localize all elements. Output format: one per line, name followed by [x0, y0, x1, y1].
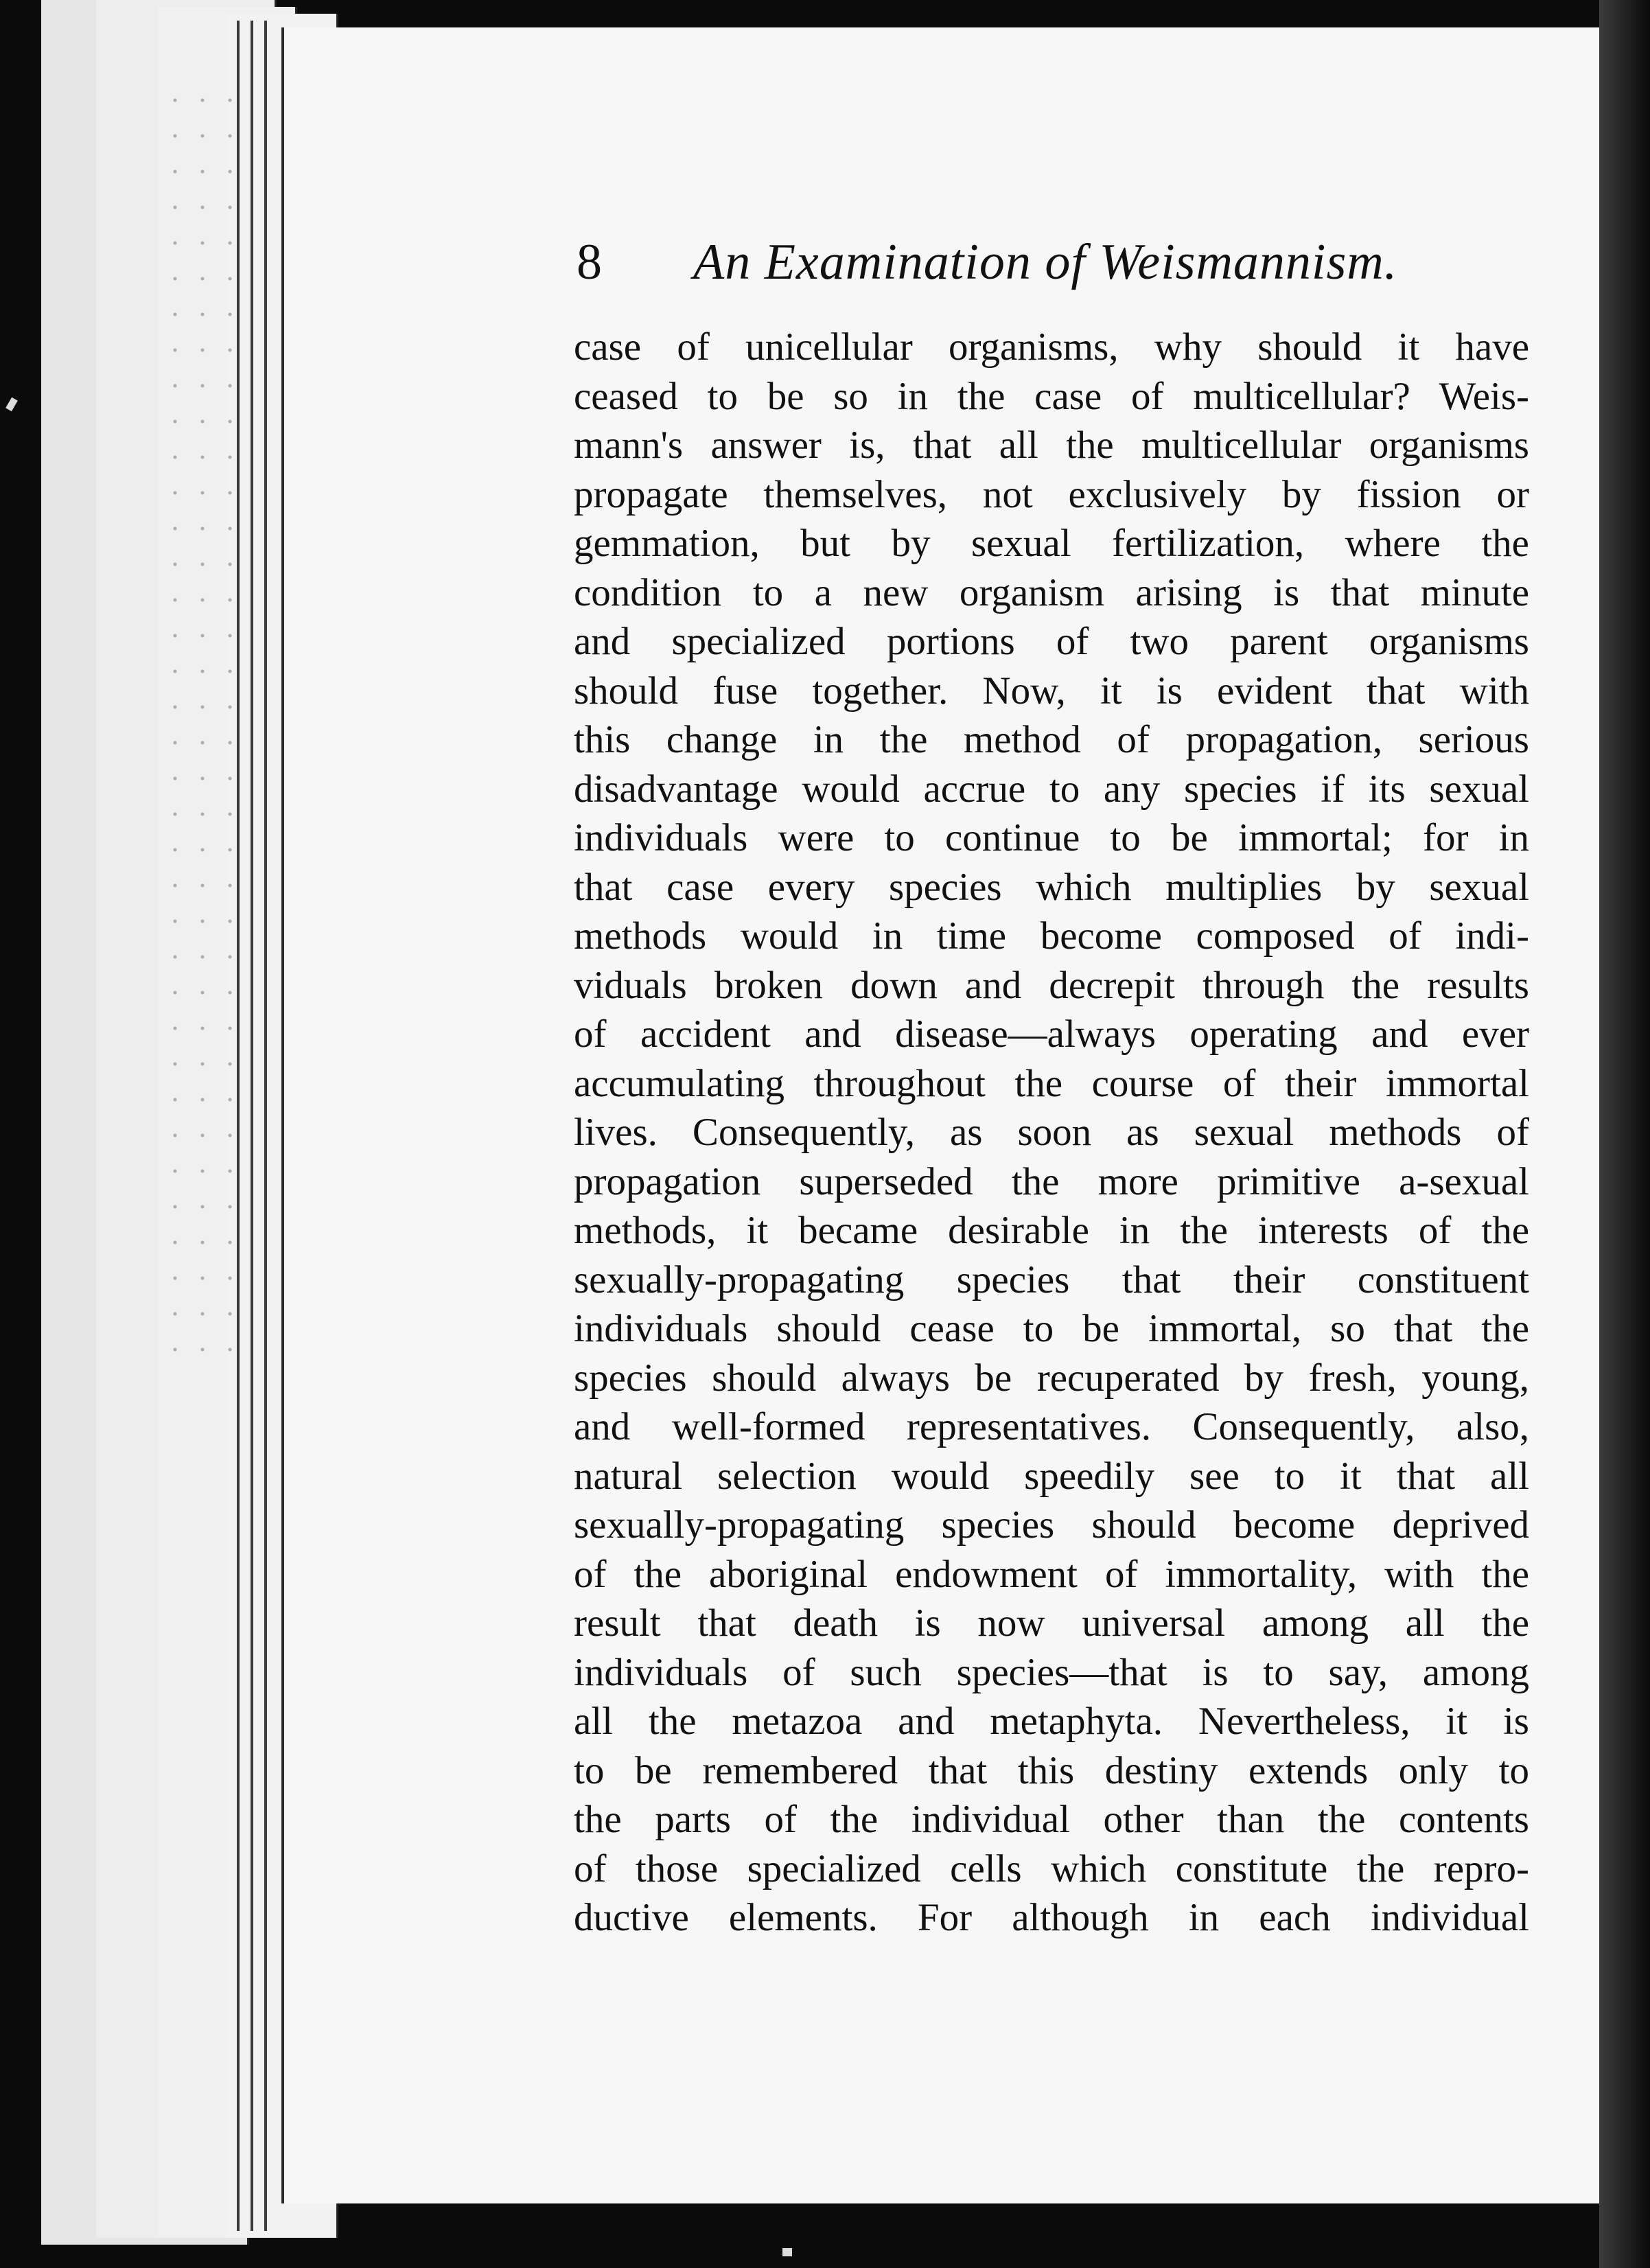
- running-title: An Examination of Weismannism.: [693, 234, 1398, 290]
- text-line: sexually-propagating species that their constituent: [574, 1258, 1529, 1301]
- text-line: this change in the method of propagation, serious: [574, 718, 1529, 761]
- text-line: condition to a new organism arising is that minute: [574, 570, 1529, 614]
- text-line: individuals of such species—that is to say, among: [574, 1650, 1529, 1694]
- page-edge-line: [264, 21, 267, 2231]
- text-line: of those specialized cells which constitute the repro-: [574, 1847, 1529, 1890]
- text-line: to be remembered that this destiny extends only to: [574, 1748, 1529, 1792]
- page-edge-line: [251, 21, 253, 2231]
- text-line: gemmation, but by sexual fertilization, where the: [574, 522, 1529, 565]
- text-line: propagate themselves, not exclusively by fission or: [574, 472, 1529, 516]
- page-edge-line: [237, 21, 240, 2231]
- text-line: and well-formed representatives. Consequently, also,: [574, 1405, 1529, 1448]
- text-line: methods would in time become composed of indi-: [574, 914, 1529, 958]
- text-line: should fuse together. Now, it is evident that with: [574, 669, 1529, 713]
- text-line: methods, it became desirable in the interests of the: [574, 1209, 1529, 1252]
- body-text: [574, 323, 1529, 1943]
- bleed-through-dots: [161, 82, 237, 1352]
- text-line: propagation superseded the more primitive a-sexual: [574, 1159, 1529, 1203]
- text-line: viduals broken down and decrepit through the results: [574, 963, 1529, 1007]
- text-line: species should always be recuperated by fresh, young,: [574, 1356, 1529, 1400]
- gutter-shadow: [1599, 0, 1650, 2268]
- scan-speck: [5, 397, 18, 412]
- text-line: individuals should cease to be immortal, so that the: [574, 1307, 1529, 1350]
- text-line: the parts of the individual other than the contents: [574, 1798, 1529, 1841]
- text-line: mann's answer is, that all the multicellular organisms: [574, 424, 1529, 467]
- text-line: case of unicellular organisms, why should it have: [574, 325, 1529, 369]
- text-line: accumulating throughout the course of their immortal: [574, 1061, 1529, 1105]
- text-line: of the aboriginal endowment of immortality, with the: [574, 1552, 1529, 1596]
- text-line: disadvantage would accrue to any species if its sexual: [574, 767, 1529, 811]
- text-line: result that death is now universal among all the: [574, 1601, 1529, 1645]
- scan-speck: [782, 2248, 792, 2256]
- text-line: lives. Consequently, as soon as sexual methods of: [574, 1111, 1529, 1154]
- text-line: all the metazoa and metaphyta. Nevertheless, it is: [574, 1700, 1529, 1743]
- text-line: individuals were to continue to be immortal; for in: [574, 816, 1529, 859]
- text-line: of accident and disease—always operating and ever: [574, 1012, 1529, 1056]
- text-line: that case every species which multiplies by sexual: [574, 865, 1529, 909]
- text-line: ceased to be so in the case of multicellular? Weis-: [574, 374, 1529, 418]
- page-number: 8: [577, 234, 602, 290]
- page-header: [577, 233, 1462, 309]
- text-line: ductive elements. For although in each individual: [574, 1896, 1529, 1939]
- text-line: and specialized portions of two parent organisms: [574, 620, 1529, 663]
- text-line: natural selection would speedily see to it that all: [574, 1454, 1529, 1498]
- text-line: sexually-propagating species should become deprived: [574, 1503, 1529, 1547]
